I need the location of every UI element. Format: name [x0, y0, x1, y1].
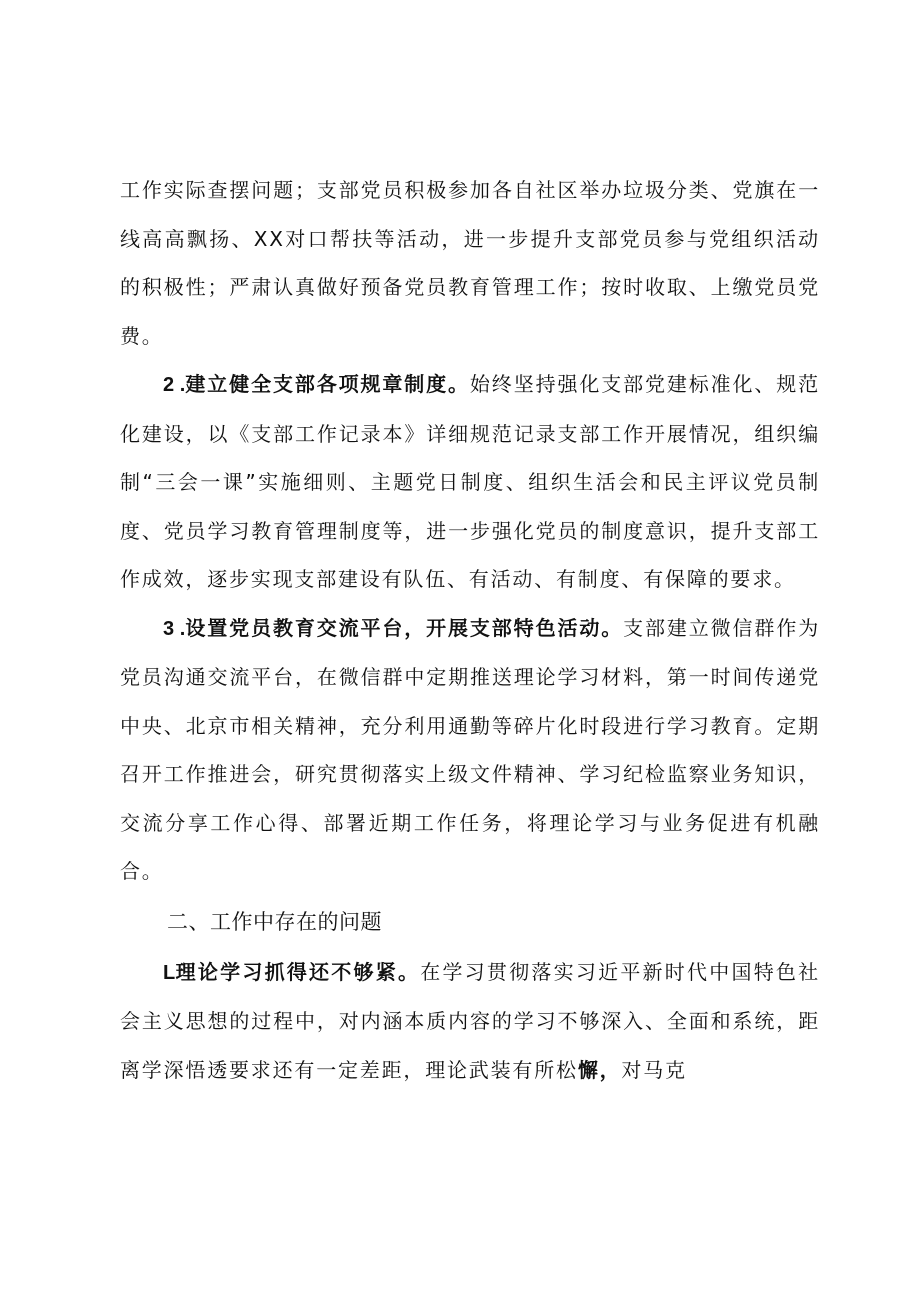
item-2-body: 始终坚持强化支部党建标准化、规范化建设，以《支部工作记录本》详细规范记录支部工作开展情况，组织编制“三会一课”实施细则、主题党日制度、组织生活会和民主评议党员制度、党员学习教育管理制度等，进一步强化党员的制度意识，提升支部工作成效，逐步实现支部建设有队伍、有活动、有制度、有保障的要求。	[120, 372, 820, 591]
item-2-separator: .	[174, 374, 186, 396]
problem-1-bold-fragment: 懈，	[577, 1057, 622, 1082]
paragraph-1: 工作实际查摆问题；支部党员积极参加各自社区举办垃圾分类、党旗在一线高高飘扬、XX对口帮扶等活动，进一步提升支部党员参与党组织活动的积极性；严肃认真做好预备党员教育管理工作；按时收取、上缴党员党费。	[120, 178, 820, 348]
item-2-title: 建立健全支部各项规章制度。	[185, 372, 470, 396]
item-2-number: 2	[163, 374, 175, 396]
problem-1-number: L	[163, 961, 176, 984]
problem-1-title: 理论学习抓得还不够紧。	[175, 959, 421, 984]
item-3-body: 支部建立微信群作为党员沟通交流平台，在微信群中定期推送理论学习材料，第一时间传递党中央、北京市相关精神，充分利用通勤等碎片化时段进行学习教育。定期召开工作推进会，研究贯彻落实上级文件精神、学习纪检监察业务知识，交流分享工作心得、部署近期工作任务，将理论学习与业务促进有机融合。	[120, 615, 821, 883]
paragraph-item-3	[120, 604, 820, 896]
paragraph-problem-1	[120, 948, 820, 1095]
section-2-heading: 二、工作中存在的问题	[167, 909, 382, 934]
paragraph-item-2	[120, 360, 820, 604]
problem-1-body-end: 对马克	[621, 1057, 687, 1082]
item-3-separator: .	[174, 617, 186, 640]
problem-1-body: 在学习贯彻落实习近平新时代中国特色社会主义思想的过程中，对内涵本质内容的学习不够深入、全面和系统，距离学深悟透要求还有一定差距，理论武装有所松	[120, 959, 820, 1082]
document-body	[120, 166, 820, 1094]
item-3-title: 设置党员教育交流平台，开展支部特色活动。	[185, 615, 624, 640]
item-3-number: 3	[163, 617, 175, 640]
